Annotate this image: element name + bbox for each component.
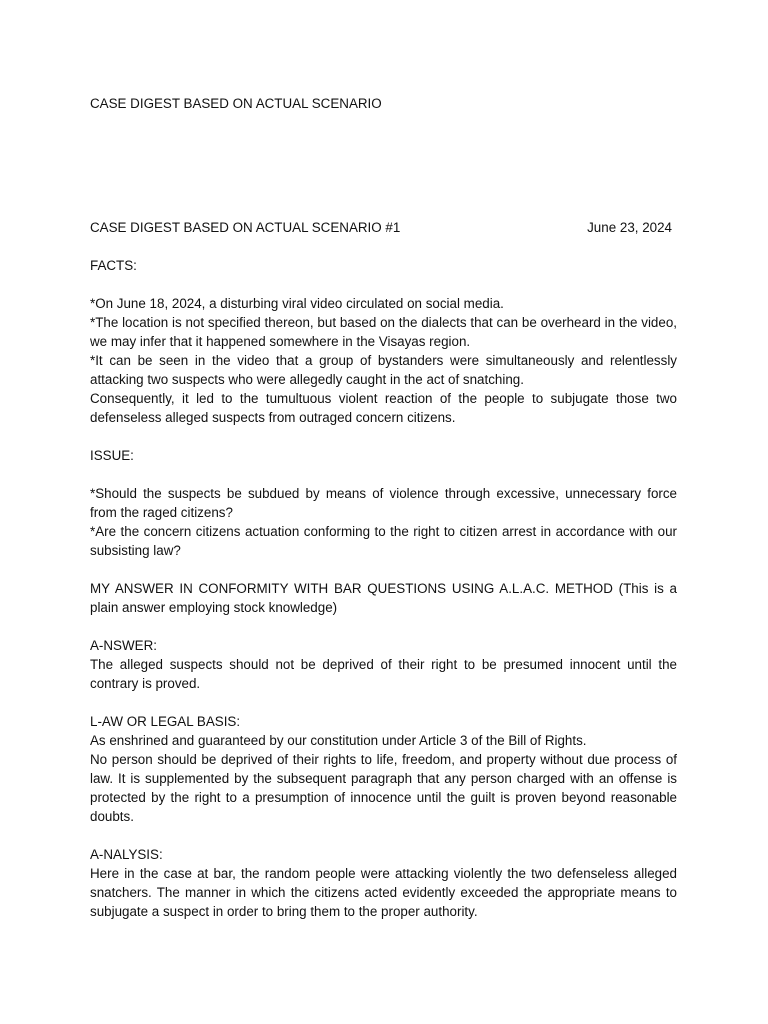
fact-item: *On June 18, 2024, a disturbing viral video circulated on social media. [90,296,504,311]
document-body [90,94,677,921]
fact-item: *It can be seen in the video that a group of bystanders were simultaneously and relentlessly attacking two suspects who were allegedly caught in the act of snatching. [90,353,677,387]
case-date: June 23, 2024 [587,220,672,235]
law-label: L-AW OR LEGAL BASIS: [90,714,241,729]
answer-text: The alleged suspects should not be deprived of their right to be presumed innocent until the contrary is proved. [90,657,677,691]
issue-label: ISSUE: [90,448,134,463]
document-title: CASE DIGEST BASED ON ACTUAL SCENARIO [90,96,382,111]
law-paragraph: No person should be deprived of their rights to life, freedom, and property without due process of law. It is supplemented by the subsequent paragraph that any person charged with an offense is protected by the right to a presumption of innocence until the guilt is proven beyond reasonable doubts. [90,752,677,824]
fact-item: Consequently, it led to the tumultuous violent reaction of the people to subjugate those two defenseless alleged suspects from outraged concern citizens. [90,391,677,425]
issue-item: *Should the suspects be subdued by means of violence through excessive, unnecessary force from the raged citizens? [90,486,677,520]
answer-label: A-NSWER: [90,638,157,653]
method-heading: MY ANSWER IN CONFORMITY WITH BAR QUESTIONS USING A.L.A.C. METHOD (This is a plain answer employing stock knowledge) [90,581,677,615]
case-title: CASE DIGEST BASED ON ACTUAL SCENARIO #1 [90,220,401,235]
issue-item: *Are the concern citizens actuation conforming to the right to citizen arrest in accordance with our subsisting law? [90,524,677,558]
case-header [90,218,677,237]
law-paragraph: As enshrined and guaranteed by our constitution under Article 3 of the Bill of Rights. [90,733,587,748]
fact-item: *The location is not specified thereon, but based on the dialects that can be overheard in the video, we may infer that it happened somewhere in the Visayas region. [90,315,677,349]
facts-label: FACTS: [90,258,137,273]
analysis-text: Here in the case at bar, the random people were attacking violently the two defenseless alleged snatchers. The manner in which the citizens acted evidently exceeded the appropriate means to subjugate a suspect in order to bring them to the proper authority. [90,866,677,919]
analysis-label: A-NALYSIS: [90,847,163,862]
